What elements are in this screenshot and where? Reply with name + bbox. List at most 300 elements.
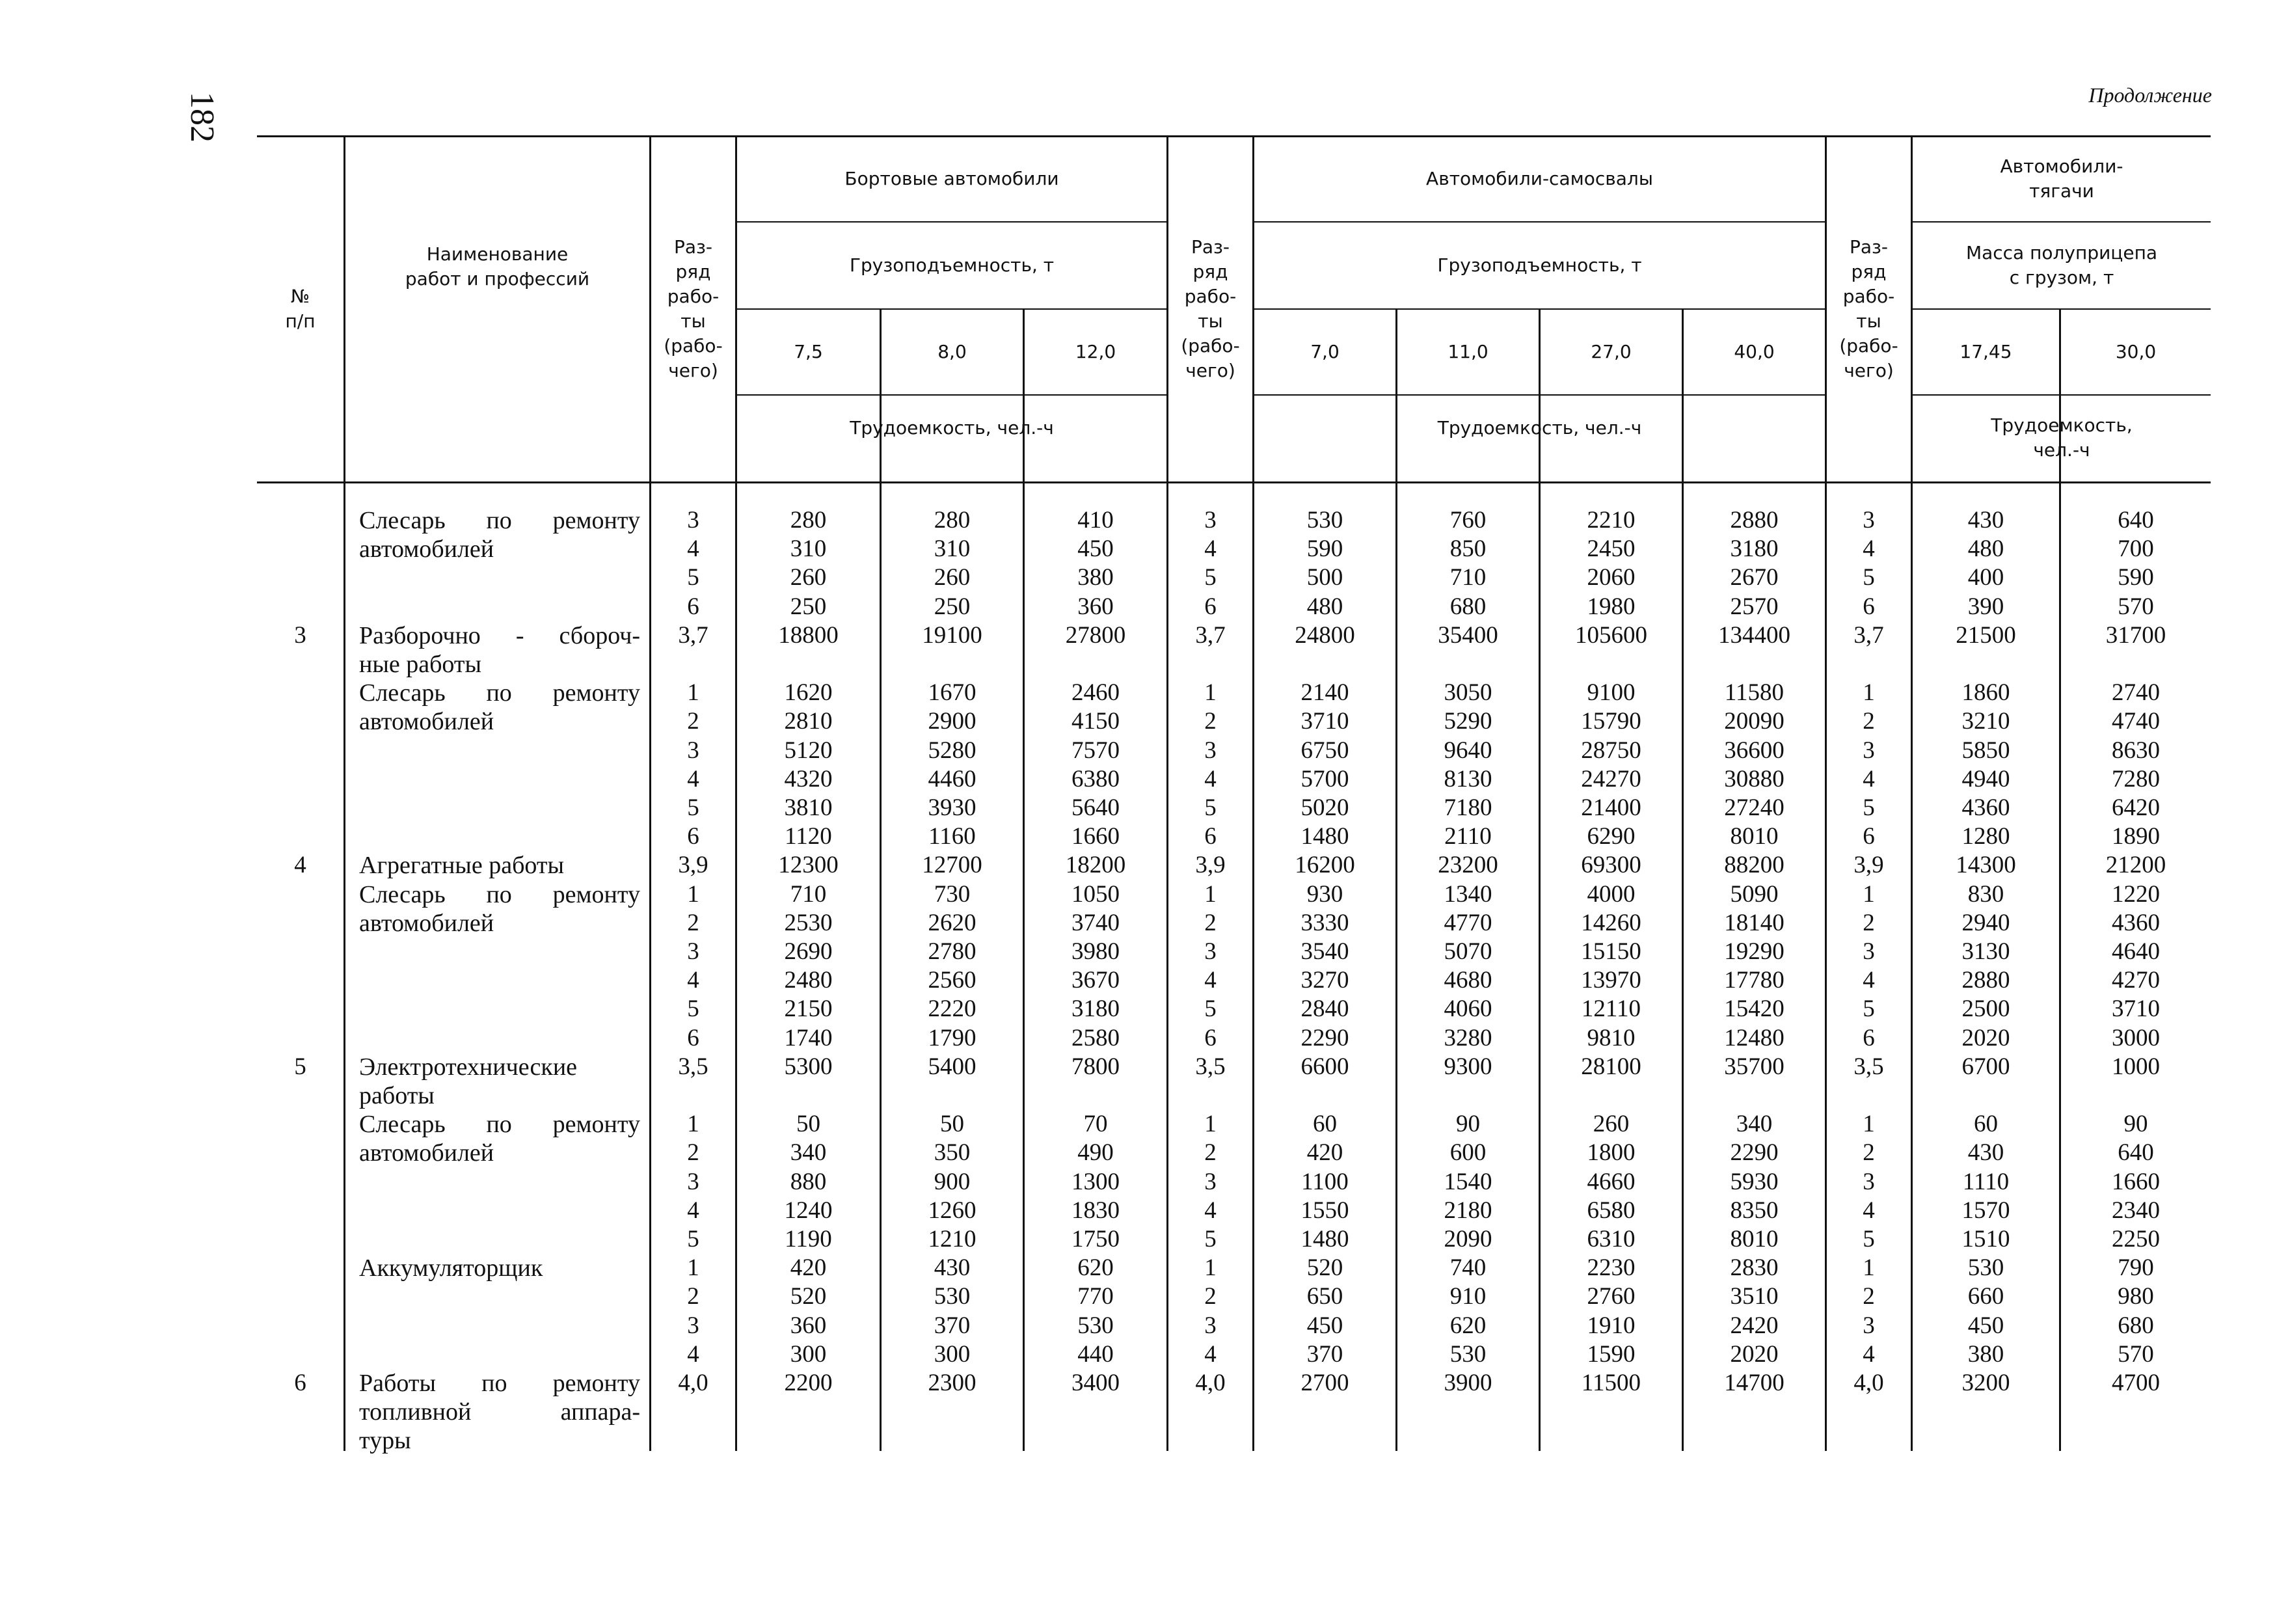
labor-value-cell: 2880: [1730, 507, 1779, 534]
labor-value-cell: 3130: [1961, 938, 2010, 965]
labor-value-cell: 105600: [1575, 621, 1647, 649]
labor-value-cell: 680: [2118, 1312, 2154, 1339]
labor-value-cell: 490: [1077, 1139, 1114, 1167]
grade-cell: 3: [1204, 737, 1217, 764]
labor-value-cell: 4150: [1071, 708, 1120, 735]
labor-value-cell: 790: [2118, 1254, 2154, 1282]
grade-cell: 4,0: [1853, 1370, 1884, 1396]
labor-value-cell: 2560: [928, 967, 977, 994]
labor-value-cell: 8130: [1444, 765, 1492, 792]
work-name-cell: Разборочно - сбороч-: [359, 621, 640, 649]
labor-value-cell: 760: [1449, 507, 1487, 534]
work-name-cell: Слесарь по ремонту: [359, 679, 640, 707]
grade-cell: 5: [1863, 564, 1875, 591]
header-group1-title: Бортовые автомобили: [844, 168, 1059, 189]
labor-value-cell: 18800: [778, 621, 839, 649]
grade-cell: 1: [1863, 1111, 1875, 1138]
labor-value-cell: 2060: [1587, 564, 1636, 591]
labor-value-cell: 3540: [1300, 938, 1349, 965]
labor-value-cell: 28750: [1581, 737, 1641, 764]
grade-cell: 1: [1204, 1254, 1217, 1282]
labor-value-cell: 5020: [1300, 794, 1349, 821]
grade-cell: 2: [1863, 1283, 1875, 1310]
grade-cell: 4: [687, 535, 699, 563]
labor-value-cell: 1110: [1962, 1168, 2010, 1195]
labor-value-cell: 1280: [1961, 823, 2010, 850]
labor-value-cell: 3400: [1071, 1370, 1120, 1396]
labor-value-cell: 4000: [1587, 880, 1636, 908]
grade-cell: 3: [1863, 737, 1875, 764]
labor-value-cell: 340: [790, 1139, 827, 1167]
header-group2-col: 27,0: [1591, 341, 1632, 362]
labor-value-cell: 4940: [1961, 765, 2010, 792]
labor-value-cell: 430: [934, 1254, 971, 1282]
labor-value-cell: 1220: [2112, 880, 2160, 908]
labor-value-cell: 2020: [1730, 1340, 1779, 1368]
grade-cell: 5: [687, 794, 699, 821]
grade-cell: 3,5: [678, 1053, 708, 1080]
labor-value-cell: 13970: [1581, 967, 1641, 994]
labor-value-cell: 2500: [1961, 995, 2010, 1023]
labor-value-cell: 400: [1967, 564, 2004, 591]
labor-value-cell: 9640: [1444, 737, 1492, 764]
labor-value-cell: 2760: [1587, 1283, 1636, 1310]
grade-cell: 6: [1863, 593, 1875, 620]
grade-cell: 3: [1204, 1312, 1217, 1339]
labor-value-cell: 450: [1967, 1312, 2004, 1339]
labor-value-cell: 250: [934, 593, 971, 620]
header-group1-col: 7,5: [794, 341, 823, 362]
labor-value-cell: 900: [934, 1168, 971, 1195]
grade-cell: 2: [1204, 1139, 1217, 1167]
labor-value-cell: 350: [934, 1139, 971, 1167]
header-group3-col: 30,0: [2115, 341, 2157, 362]
labor-value-cell: 380: [1077, 564, 1114, 591]
labor-value-cell: 12700: [922, 852, 982, 879]
grade-cell: 4: [687, 1340, 699, 1368]
work-name-cell: Слесарь по ремонту: [359, 1111, 640, 1139]
grade-cell: 6: [687, 1024, 699, 1051]
labor-value-cell: 1300: [1071, 1168, 1120, 1195]
labor-value-cell: 15150: [1581, 938, 1641, 965]
labor-value-cell: 1210: [928, 1226, 977, 1252]
labor-value-cell: 12480: [1724, 1024, 1785, 1051]
labor-value-cell: 3930: [928, 794, 977, 821]
grade-cell: 3: [1204, 938, 1217, 965]
header-name: Наименование работ и профессий: [405, 243, 590, 290]
labor-value-cell: 370: [934, 1312, 971, 1339]
grade-cell: 2: [1204, 708, 1217, 735]
labor-value-cell: 2110: [1444, 823, 1492, 850]
labor-value-cell: 450: [1306, 1312, 1343, 1339]
labor-value-cell: 2140: [1300, 679, 1349, 707]
labor-value-cell: 4320: [784, 765, 833, 792]
labor-value-cell: 5120: [784, 737, 833, 764]
grade-cell: 2: [687, 708, 699, 735]
row-number-cell: 5: [294, 1053, 306, 1080]
labor-value-cell: 440: [1077, 1340, 1114, 1368]
labor-value-cell: 28100: [1581, 1053, 1641, 1080]
labor-value-cell: 2670: [1730, 564, 1779, 591]
labor-value-cell: 1800: [1587, 1139, 1636, 1167]
labor-value-cell: 1660: [2112, 1168, 2160, 1195]
row-number-cell: 3: [294, 621, 306, 649]
labor-value-cell: 1790: [928, 1024, 977, 1051]
labor-value-cell: 69300: [1581, 852, 1641, 879]
labor-value-cell: 2250: [2112, 1226, 2160, 1252]
labor-value-cell: 3270: [1300, 967, 1349, 994]
labor-value-cell: 88200: [1724, 852, 1785, 879]
grade-cell: 4: [687, 967, 699, 994]
labor-value-cell: 600: [1449, 1139, 1487, 1167]
labor-value-cell: 9810: [1587, 1024, 1636, 1051]
labor-value-cell: 1340: [1444, 880, 1492, 908]
work-name-cell: ные работы: [359, 651, 482, 678]
grade-cell: 3: [687, 737, 699, 764]
labor-value-cell: 2880: [1961, 967, 2010, 994]
continuation-label: Продолжение: [2088, 83, 2212, 107]
labor-value-cell: 5700: [1300, 765, 1349, 792]
labor-value-cell: 7180: [1444, 794, 1492, 821]
labor-value-cell: 310: [934, 535, 971, 563]
header-group2-sub: Грузоподъемность, т: [1437, 254, 1642, 276]
labor-value-cell: 420: [1306, 1139, 1343, 1167]
labor-value-cell: 4700: [2112, 1370, 2160, 1396]
labor-value-cell: 6290: [1587, 823, 1636, 850]
labor-value-cell: 2530: [784, 909, 833, 936]
labor-value-cell: 530: [1077, 1312, 1114, 1339]
grade-cell: 6: [687, 823, 699, 850]
labor-value-cell: 450: [1077, 535, 1114, 563]
labor-value-cell: 4360: [1961, 794, 2010, 821]
labor-value-cell: 3510: [1730, 1283, 1779, 1310]
labor-value-cell: 90: [1456, 1111, 1480, 1138]
grade-cell: 4: [1204, 967, 1217, 994]
labor-value-cell: 4270: [2112, 967, 2160, 994]
grade-cell: 4: [1204, 1197, 1217, 1224]
labor-value-cell: 60: [1313, 1111, 1337, 1138]
labor-value-cell: 2580: [1071, 1024, 1120, 1051]
labor-value-cell: 310: [790, 535, 827, 563]
labor-value-cell: 480: [1967, 535, 2004, 563]
header-grade-3: Раз- ряд рабо- ты (рабо- чего): [1839, 236, 1898, 381]
grade-cell: 3,9: [1853, 852, 1884, 879]
labor-value-cell: 1480: [1300, 823, 1349, 850]
labor-value-cell: 530: [1306, 507, 1343, 534]
grade-cell: 2: [1863, 1139, 1875, 1167]
labor-value-cell: 12300: [778, 852, 839, 879]
grade-cell: 5: [1204, 1226, 1217, 1252]
labor-value-cell: 360: [1077, 593, 1114, 620]
grade-cell: 1: [687, 1111, 699, 1138]
grade-cell: 3: [1204, 507, 1217, 534]
labor-value-cell: 30880: [1724, 765, 1785, 792]
labor-value-cell: 4060: [1444, 995, 1492, 1023]
labor-value-cell: 2840: [1300, 995, 1349, 1023]
header-group2-title: Автомобили-самосвалы: [1426, 168, 1653, 189]
labor-value-cell: 27240: [1724, 794, 1785, 821]
labor-value-cell: 1000: [2112, 1053, 2160, 1080]
labor-value-cell: 740: [1449, 1254, 1487, 1282]
labor-value-cell: 6420: [2112, 794, 2160, 821]
labor-value-cell: 530: [1967, 1254, 2004, 1282]
grade-cell: 1: [1863, 880, 1875, 908]
work-name-cell: Работы по ремонту: [359, 1370, 640, 1397]
labor-value-cell: 5930: [1730, 1168, 1779, 1195]
grade-cell: 2: [687, 1139, 699, 1167]
labor-value-cell: 390: [1967, 593, 2004, 620]
labor-value-cell: 3810: [784, 794, 833, 821]
labor-value-cell: 1190: [785, 1226, 832, 1252]
labor-value-cell: 1260: [928, 1197, 977, 1224]
labor-value-cell: 360: [790, 1312, 827, 1339]
grade-cell: 2: [1204, 1283, 1217, 1310]
labor-value-cell: 9100: [1587, 679, 1636, 707]
grade-cell: 4: [687, 765, 699, 792]
labor-value-cell: 660: [1967, 1283, 2004, 1310]
labor-value-cell: 2210: [1587, 507, 1636, 534]
labor-value-cell: 3050: [1444, 679, 1492, 707]
labor-value-cell: 530: [934, 1283, 971, 1310]
labor-value-cell: 2740: [2112, 679, 2160, 707]
grade-cell: 3,7: [678, 621, 708, 649]
grade-cell: 6: [687, 593, 699, 620]
labor-value-cell: 2460: [1071, 679, 1120, 707]
labor-value-cell: 1740: [784, 1024, 833, 1051]
labor-value-cell: 6380: [1071, 765, 1120, 792]
labor-value-cell: 910: [1449, 1283, 1487, 1310]
grade-cell: 4: [1863, 1340, 1875, 1368]
labor-value-cell: 2780: [928, 938, 977, 965]
labor-value-cell: 2480: [784, 967, 833, 994]
labor-value-cell: 570: [2118, 593, 2154, 620]
grade-cell: 5: [1863, 995, 1875, 1023]
grade-cell: 5: [1863, 1226, 1875, 1252]
header-group1-unit: Трудоемкость, чел.-ч: [850, 417, 1054, 439]
grade-cell: 6: [1204, 1024, 1217, 1051]
labor-value-cell: 8010: [1730, 1226, 1779, 1252]
grade-cell: 3: [1863, 1168, 1875, 1195]
grade-cell: 1: [1204, 1111, 1217, 1138]
labor-value-cell: 280: [934, 507, 971, 534]
labor-value-cell: 3280: [1444, 1024, 1492, 1051]
labor-value-cell: 430: [1967, 1139, 2004, 1167]
labor-value-cell: 500: [1306, 564, 1343, 591]
labor-value-cell: 2090: [1444, 1226, 1492, 1252]
labor-value-cell: 5850: [1961, 737, 2010, 764]
labor-value-cell: 18140: [1724, 909, 1785, 936]
labor-value-cell: 3180: [1730, 535, 1779, 563]
labor-value-cell: 4740: [2112, 708, 2160, 735]
grade-cell: 5: [1204, 564, 1217, 591]
labor-value-cell: 700: [2118, 535, 2154, 563]
labor-value-cell: 7800: [1071, 1053, 1120, 1080]
header-group2-col: 40,0: [1734, 341, 1775, 362]
grade-cell: 3: [687, 1168, 699, 1195]
grade-cell: 6: [1204, 593, 1217, 620]
labor-value-cell: 9300: [1444, 1053, 1492, 1080]
labor-value-cell: 6580: [1587, 1197, 1636, 1224]
grade-cell: 3: [1863, 507, 1875, 534]
grade-cell: 4: [1863, 535, 1875, 563]
labor-value-cell: 4460: [928, 765, 977, 792]
labor-value-cell: 420: [790, 1254, 827, 1282]
grade-cell: 4: [1863, 765, 1875, 792]
labor-value-cell: 5640: [1071, 794, 1120, 821]
grade-cell: 2: [1204, 909, 1217, 936]
grade-cell: 1: [1204, 880, 1217, 908]
labor-value-cell: 3980: [1071, 938, 1120, 965]
labor-value-cell: 8010: [1730, 823, 1779, 850]
labor-value-cell: 3180: [1071, 995, 1120, 1023]
labor-value-cell: 4640: [2112, 938, 2160, 965]
labor-value-cell: 134400: [1718, 621, 1790, 649]
labor-value-cell: 2620: [928, 909, 977, 936]
grade-cell: 2: [687, 909, 699, 936]
header-group3-sub: Масса полуприцепа с грузом, т: [1965, 242, 2158, 288]
grade-cell: 3,7: [1195, 621, 1226, 649]
labor-value-cell: 27800: [1065, 621, 1126, 649]
labor-value-cell: 1480: [1300, 1226, 1349, 1252]
labor-value-cell: 2940: [1961, 909, 2010, 936]
labor-value-cell: 5280: [928, 737, 977, 764]
labor-value-cell: 3000: [2112, 1024, 2160, 1051]
labor-value-cell: 35400: [1438, 621, 1498, 649]
labor-value-cell: 2150: [784, 995, 833, 1023]
labor-value-cell: 640: [2118, 507, 2154, 534]
labor-value-cell: 21200: [2105, 852, 2166, 879]
header-group1-col: 12,0: [1075, 341, 1116, 362]
labor-value-cell: 31700: [2105, 621, 2166, 649]
labor-value-cell: 1750: [1071, 1226, 1120, 1252]
header-group3-unit: Трудоемкость, чел.-ч: [1991, 414, 2133, 461]
labor-value-cell: 620: [1077, 1254, 1114, 1282]
header-group2-unit: Трудоемкость, чел.-ч: [1437, 417, 1642, 439]
labor-value-cell: 570: [2118, 1340, 2154, 1368]
labor-value-cell: 1570: [1961, 1197, 2010, 1224]
labor-value-cell: 36600: [1724, 737, 1785, 764]
grade-cell: 3,5: [1195, 1053, 1226, 1080]
labor-value-cell: 2230: [1587, 1254, 1636, 1282]
labor-value-cell: 3740: [1071, 909, 1120, 936]
labor-value-cell: 300: [934, 1340, 971, 1368]
labor-value-cell: 430: [1967, 507, 2004, 534]
grade-cell: 1: [1204, 679, 1217, 707]
labor-value-cell: 5070: [1444, 938, 1492, 965]
labor-value-cell: 1670: [928, 679, 977, 707]
grade-cell: 4: [1204, 765, 1217, 792]
work-name-cell: Слесарь по ремонту: [359, 507, 640, 534]
grade-cell: 5: [1204, 995, 1217, 1023]
labor-value-cell: 650: [1306, 1283, 1343, 1310]
row-number-cell: 6: [294, 1370, 306, 1396]
grade-cell: 2: [687, 1283, 699, 1310]
labor-value-cell: 4770: [1444, 909, 1492, 936]
labor-value-cell: 4360: [2112, 909, 2160, 936]
labor-value-cell: 6700: [1961, 1053, 2010, 1080]
labor-value-cell: 1540: [1444, 1168, 1492, 1195]
labor-value-cell: 19290: [1724, 938, 1785, 965]
labor-value-cell: 520: [1306, 1254, 1343, 1282]
labor-value-cell: 300: [790, 1340, 827, 1368]
work-name-cell: автомобилей: [359, 909, 494, 937]
grade-cell: 1: [687, 880, 699, 908]
labor-value-cell: 11500: [1581, 1370, 1641, 1396]
grade-cell: 6: [1863, 823, 1875, 850]
grade-cell: 4: [1863, 967, 1875, 994]
page-number: 182: [183, 92, 221, 142]
grade-cell: 6: [1863, 1024, 1875, 1051]
work-name-cell: Аккумуляторщик: [359, 1254, 543, 1282]
labor-value-cell: 3710: [2112, 995, 2160, 1023]
grade-cell: 1: [687, 679, 699, 707]
labor-value-cell: 3670: [1071, 967, 1120, 994]
labor-value-cell: 90: [2123, 1111, 2148, 1138]
labor-value-cell: 60: [1974, 1111, 1998, 1138]
labor-value-cell: 19100: [922, 621, 982, 649]
grade-cell: 5: [1863, 794, 1875, 821]
labor-value-cell: 1510: [1961, 1226, 2010, 1252]
labor-value-cell: 850: [1449, 535, 1487, 563]
grade-cell: 5: [687, 995, 699, 1023]
labor-value-cell: 14300: [1956, 852, 2016, 879]
labor-value-cell: 6310: [1587, 1226, 1636, 1252]
grade-cell: 3,9: [678, 852, 708, 879]
labor-value-cell: 2700: [1300, 1370, 1349, 1396]
grade-cell: 4: [1863, 1197, 1875, 1224]
grade-cell: 1: [1863, 679, 1875, 707]
labor-value-cell: 1050: [1071, 880, 1120, 908]
labor-value-cell: 3330: [1300, 909, 1349, 936]
grade-cell: 4,0: [1195, 1370, 1226, 1396]
labor-value-cell: 1120: [785, 823, 832, 850]
labor-value-cell: 260: [934, 564, 971, 591]
labor-value-cell: 8350: [1730, 1197, 1779, 1224]
grade-cell: 3,9: [1195, 852, 1226, 879]
labor-value-cell: 2200: [784, 1370, 833, 1396]
labor-value-cell: 590: [2118, 564, 2154, 591]
labor-value-cell: 2300: [928, 1370, 977, 1396]
grade-cell: 1: [687, 1254, 699, 1282]
labor-value-cell: 8630: [2112, 737, 2160, 764]
labor-value-cell: 730: [934, 880, 971, 908]
work-name-cell: Слесарь по ремонту: [359, 880, 640, 908]
labor-value-cell: 680: [1449, 593, 1487, 620]
labor-value-cell: 50: [940, 1111, 964, 1138]
header-num: № п/п: [285, 286, 316, 332]
grade-cell: 4: [1204, 1340, 1217, 1368]
grade-cell: 5: [687, 1226, 699, 1252]
labor-value-cell: 640: [2118, 1139, 2154, 1167]
labor-value-cell: 1590: [1587, 1340, 1636, 1368]
labor-value-cell: 12110: [1581, 995, 1641, 1023]
header-group1-col: 8,0: [937, 341, 967, 362]
labor-value-cell: 2830: [1730, 1254, 1779, 1282]
labor-value-cell: 250: [790, 593, 827, 620]
work-name-cell: работы: [359, 1082, 435, 1109]
grade-cell: 3: [1204, 1168, 1217, 1195]
header-group3-col: 17,45: [1960, 341, 2012, 362]
labor-value-cell: 530: [1449, 1340, 1487, 1368]
labor-value-cell: 4660: [1587, 1168, 1636, 1195]
work-name-cell: Электротехнические: [359, 1053, 578, 1081]
labor-value-cell: 2690: [784, 938, 833, 965]
labor-value-cell: 2570: [1730, 593, 1779, 620]
labor-value-cell: 15420: [1724, 995, 1785, 1023]
labor-value-cell: 880: [790, 1168, 827, 1195]
labor-value-cell: 4680: [1444, 967, 1492, 994]
row-number-cell: 4: [294, 852, 306, 879]
